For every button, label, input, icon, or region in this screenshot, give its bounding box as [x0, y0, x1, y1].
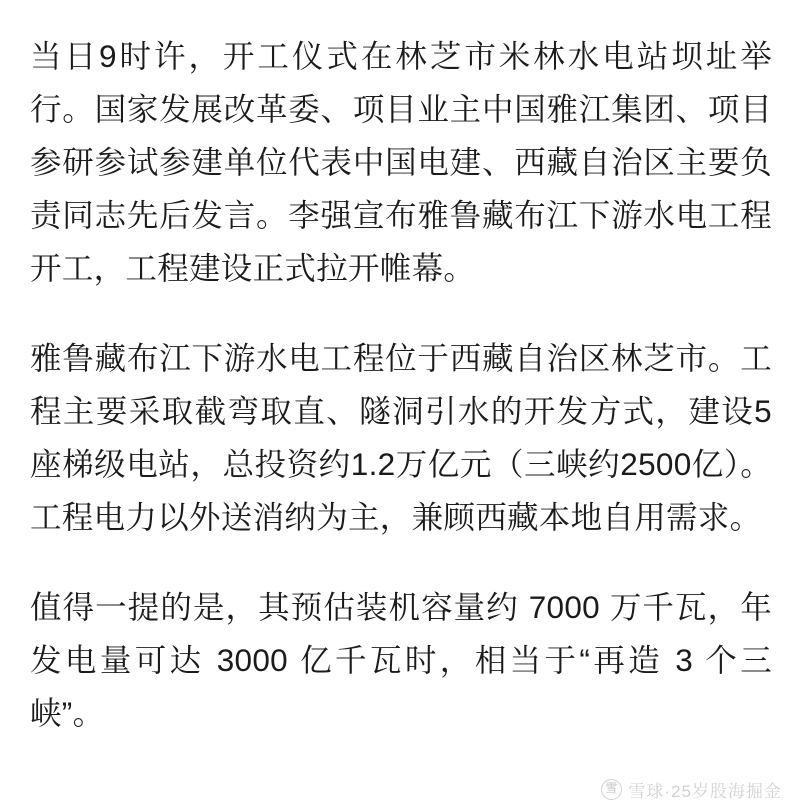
snowball-logo-icon: 雪	[601, 779, 622, 800]
watermark-label: 雪球·25岁股海掘金	[628, 782, 782, 801]
watermark	[601, 777, 782, 802]
paragraph: 雅鲁藏布江下游水电工程位于西藏自治区林芝市。工程主要采取截弯取直、隧洞引水的开发方式，建设5座梯级电站，总投资约1.2万亿元（三峡约2500亿）。工程电力以外送消纳为主，兼顾西藏本地自用需求。	[30, 340, 772, 535]
paragraph: 当日9时许，开工仪式在林芝市米林水电站坝址举行。国家发展改革委、项目业主中国雅江集团、项目参研参试参建单位代表中国电建、西藏自治区主要负责同志先后发言。李强宣布雅鲁藏布江下游水电工程开工，工程建设正式拉开帷幕。	[30, 38, 772, 286]
paragraph: 值得一提的是，其预估装机容量约 7000 万千瓦，年发电量可达 3000 亿千瓦时，相当于“再造 3 个三峡”。	[30, 589, 772, 731]
